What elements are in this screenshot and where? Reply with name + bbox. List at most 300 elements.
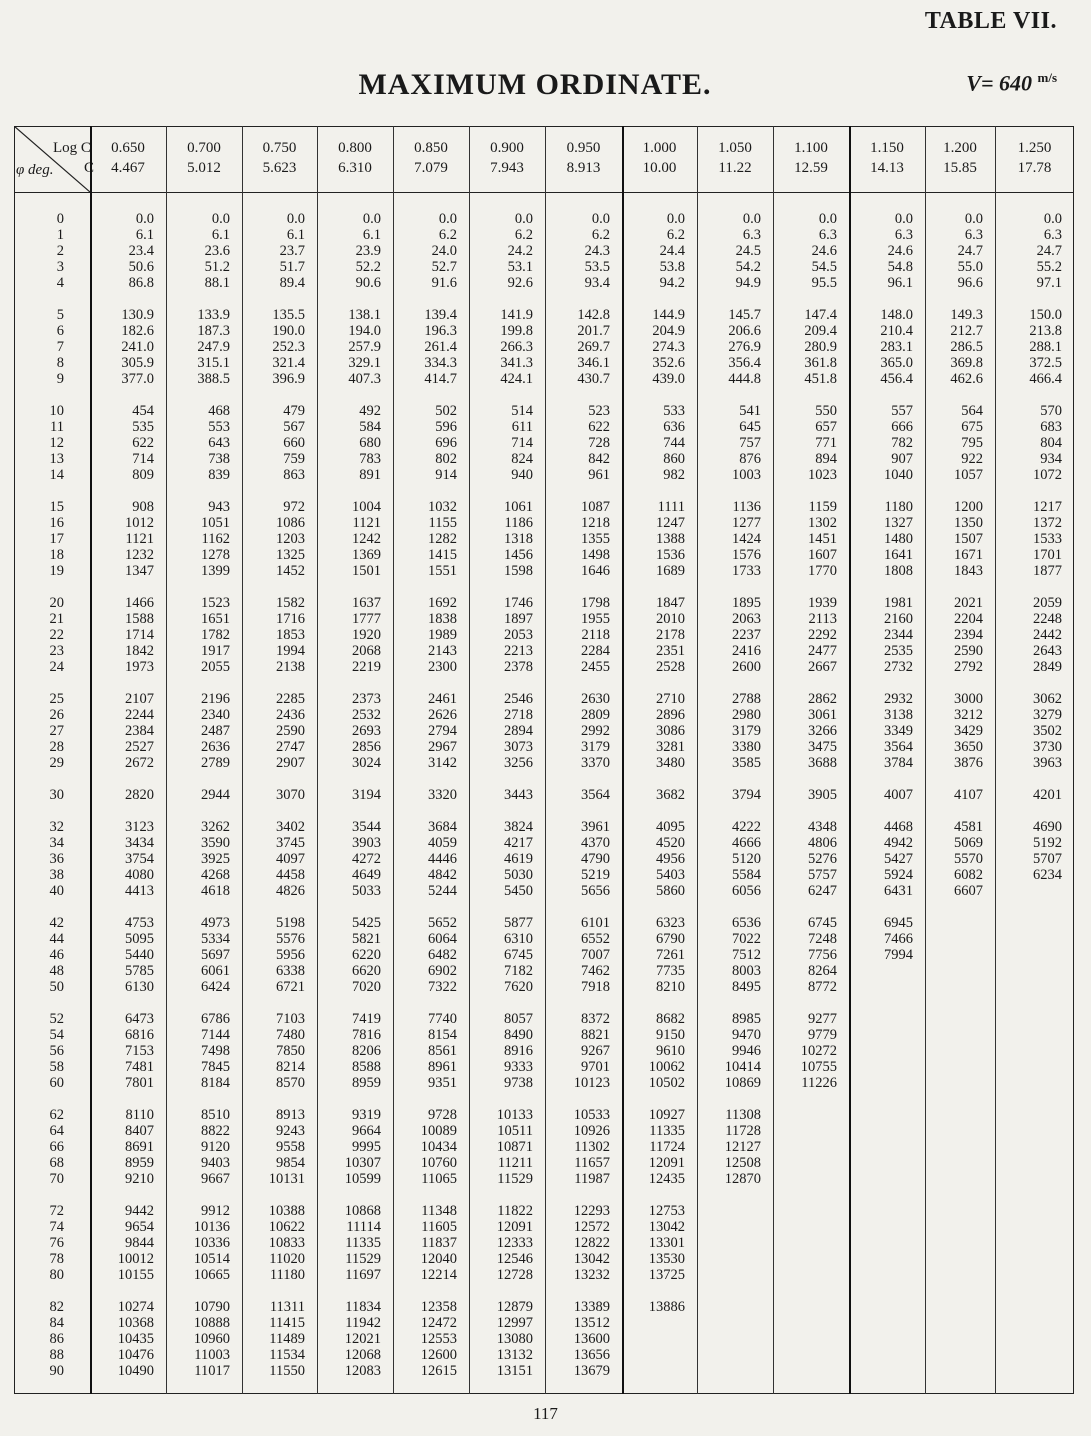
table-cell: 9470 <box>732 1027 761 1043</box>
table-cell: 5652 <box>428 915 457 931</box>
table-cell: 361.8 <box>804 355 837 371</box>
table-cell: 10435 <box>117 1331 154 1347</box>
table-cell: 3262 <box>201 819 230 835</box>
table-cell: 11529 <box>497 1171 533 1187</box>
table-cell: 10665 <box>193 1267 230 1283</box>
table-cell: 1847 <box>656 595 685 611</box>
table-cell: 7816 <box>352 1027 381 1043</box>
table-cell: 7182 <box>504 963 533 979</box>
table-cell: 4097 <box>276 851 305 867</box>
table-cell: 10476 <box>117 1347 154 1363</box>
table-cell: 11724 <box>649 1139 685 1155</box>
table-cell: 55.2 <box>1036 259 1062 275</box>
table-cell: 4217 <box>504 835 533 851</box>
column-header-c: 12.59 <box>794 160 828 176</box>
table-cell: 9995 <box>352 1139 381 1155</box>
table-cell: 2862 <box>808 691 837 707</box>
table-cell: 9912 <box>201 1203 230 1219</box>
table-cell: 2546 <box>504 691 533 707</box>
table-cell: 24.6 <box>887 243 913 259</box>
table-cell: 3650 <box>954 739 983 755</box>
table-cell: 286.5 <box>950 339 983 355</box>
table-cell: 3564 <box>884 739 913 755</box>
table-cell: 1507 <box>954 531 983 547</box>
table-cell: 8110 <box>125 1107 154 1123</box>
table-cell: 12127 <box>724 1139 761 1155</box>
table-cell: 8372 <box>581 1011 610 1027</box>
table-cell: 92.6 <box>507 275 533 291</box>
table-cell: 5192 <box>1033 835 1062 851</box>
table-cell: 6902 <box>428 963 457 979</box>
table-cell: 2967 <box>428 739 457 755</box>
table-cell: 3138 <box>884 707 913 723</box>
table-cell: 9442 <box>125 1203 154 1219</box>
table-cell: 1318 <box>504 531 533 547</box>
table-cell: 269.7 <box>577 339 610 355</box>
table-cell: 1277 <box>732 515 761 531</box>
table-cell: 11605 <box>421 1219 457 1235</box>
table-cell: 13232 <box>573 1267 610 1283</box>
table-cell: 1808 <box>884 563 913 579</box>
table-cell: 266.3 <box>500 339 533 355</box>
table-cell: 11180 <box>269 1267 305 1283</box>
table-cell: 10926 <box>573 1123 610 1139</box>
table-cell: 782 <box>891 435 913 451</box>
table-cell: 3903 <box>352 835 381 851</box>
table-cell: 0.0 <box>894 211 913 227</box>
table-cell: 10502 <box>648 1075 685 1091</box>
table-cell: 4753 <box>125 915 154 931</box>
table-cell: 52.2 <box>355 259 381 275</box>
table-cell: 8821 <box>581 1027 610 1043</box>
table-cell: 4268 <box>201 867 230 883</box>
table-cell: 12091 <box>648 1155 685 1171</box>
angle-cell: 17 <box>49 531 64 547</box>
table-cell: 315.1 <box>197 355 230 371</box>
table-cell: 8959 <box>352 1075 381 1091</box>
table-cell: 596 <box>435 419 457 435</box>
table-cell: 3585 <box>732 755 761 771</box>
angle-cell: 74 <box>49 1219 64 1235</box>
table-cell: 9667 <box>201 1171 230 1187</box>
table-cell: 3754 <box>125 851 154 867</box>
table-cell: 88.1 <box>204 275 230 291</box>
table-cell: 53.5 <box>584 259 610 275</box>
table-cell: 2113 <box>808 611 837 627</box>
table-cell: 2340 <box>201 707 230 723</box>
table-cell: 961 <box>588 467 610 483</box>
table-cell: 4007 <box>884 787 913 803</box>
table-cell: 1939 <box>808 595 837 611</box>
table-cell: 13679 <box>573 1363 610 1379</box>
table-cell: 334.3 <box>424 355 457 371</box>
table-cell: 12753 <box>648 1203 685 1219</box>
table-cell: 11003 <box>194 1347 230 1363</box>
table-cell: 757 <box>739 435 761 451</box>
table-cell: 622 <box>588 419 610 435</box>
angle-cell: 80 <box>49 1267 64 1283</box>
table-cell: 6.1 <box>286 227 305 243</box>
table-cell: 4520 <box>656 835 685 851</box>
table-cell: 0.0 <box>666 211 685 227</box>
table-cell: 5860 <box>656 883 685 899</box>
table-cell: 0.0 <box>591 211 610 227</box>
angle-cell: 19 <box>49 563 64 579</box>
table-cell: 622 <box>132 435 154 451</box>
table-cell: 4956 <box>656 851 685 867</box>
table-cell: 1838 <box>428 611 457 627</box>
table-cell: 804 <box>1040 435 1062 451</box>
table-cell: 23.6 <box>204 243 230 259</box>
column-header-logc: 1.050 <box>718 140 752 156</box>
table-cell: 2063 <box>732 611 761 627</box>
angle-cell: 25 <box>49 691 64 707</box>
table-cell: 1003 <box>732 467 761 483</box>
table-cell: 1087 <box>581 499 610 515</box>
table-cell: 247.9 <box>197 339 230 355</box>
column-rule <box>317 126 318 1394</box>
table-cell: 3544 <box>352 819 381 835</box>
column-header-c: 7.943 <box>490 160 524 176</box>
table-cell: 2461 <box>428 691 457 707</box>
table-cell: 5069 <box>954 835 983 851</box>
table-cell: 7419 <box>352 1011 381 1027</box>
table-cell: 8057 <box>504 1011 533 1027</box>
table-cell: 10888 <box>193 1315 230 1331</box>
table-cell: 0.0 <box>514 211 533 227</box>
table-cell: 1770 <box>808 563 837 579</box>
table-cell: 55.0 <box>957 259 983 275</box>
table-cell: 6.3 <box>742 227 761 243</box>
table-cell: 10760 <box>420 1155 457 1171</box>
table-cell: 2693 <box>352 723 381 739</box>
table-cell: 1782 <box>201 627 230 643</box>
table-cell: 13600 <box>573 1331 610 1347</box>
table-cell: 2107 <box>125 691 154 707</box>
table-cell: 7144 <box>201 1027 230 1043</box>
table-cell: 2710 <box>656 691 685 707</box>
table-cell: 6786 <box>201 1011 230 1027</box>
table-cell: 6.2 <box>591 227 610 243</box>
table-cell: 1051 <box>201 515 230 531</box>
table-cell: 12600 <box>420 1347 457 1363</box>
table-cell: 2292 <box>808 627 837 643</box>
table-cell: 6.2 <box>514 227 533 243</box>
column-header-c: 8.913 <box>566 160 601 176</box>
table-cell: 6234 <box>1033 867 1062 883</box>
table-cell: 876 <box>739 451 761 467</box>
table-cell: 1452 <box>276 563 305 579</box>
table-cell: 86.8 <box>128 275 154 291</box>
table-cell: 462.6 <box>950 371 983 387</box>
table-cell: 550 <box>815 403 837 419</box>
table-cell: 139.4 <box>424 307 457 323</box>
angle-cell: 68 <box>49 1155 64 1171</box>
table-cell: 10136 <box>193 1219 230 1235</box>
table-cell: 9403 <box>201 1155 230 1171</box>
table-cell: 5244 <box>428 883 457 899</box>
table-cell: 1282 <box>428 531 457 547</box>
table-cell: 2600 <box>732 659 761 675</box>
table-cell: 759 <box>283 451 305 467</box>
table-cell: 94.9 <box>735 275 761 291</box>
table-cell: 7153 <box>125 1043 154 1059</box>
table-cell: 24.3 <box>584 243 610 259</box>
table-cell: 728 <box>588 435 610 451</box>
table-cell: 53.1 <box>507 259 533 275</box>
table-cell: 2285 <box>276 691 305 707</box>
table-cell: 982 <box>663 467 685 483</box>
table-cell: 3429 <box>954 723 983 739</box>
table-cell: 142.8 <box>577 307 610 323</box>
table-cell: 9267 <box>581 1043 610 1059</box>
table-cell: 1004 <box>352 499 381 515</box>
velocity-prefix: V= 640 <box>966 70 1038 96</box>
table-cell: 9779 <box>808 1027 837 1043</box>
table-cell: 2809 <box>581 707 610 723</box>
table-cell: 5785 <box>125 963 154 979</box>
table-cell: 10414 <box>724 1059 761 1075</box>
table-cell: 11837 <box>421 1235 457 1251</box>
table-cell: 10960 <box>193 1331 230 1347</box>
table-cell: 6.2 <box>666 227 685 243</box>
angle-cell: 64 <box>49 1123 64 1139</box>
table-cell: 5757 <box>808 867 837 883</box>
table-cell: 13389 <box>573 1299 610 1315</box>
table-cell: 6745 <box>504 947 533 963</box>
table-cell: 2213 <box>504 643 533 659</box>
table-cell: 2160 <box>884 611 913 627</box>
column-header-c: 15.85 <box>943 160 977 176</box>
table-cell: 9319 <box>352 1107 381 1123</box>
table-cell: 479 <box>283 403 305 419</box>
table-cell: 11697 <box>345 1267 381 1283</box>
table-cell: 6130 <box>125 979 154 995</box>
table-cell: 10388 <box>268 1203 305 1219</box>
table-cell: 407.3 <box>348 371 381 387</box>
table-cell: 468 <box>208 403 230 419</box>
table-cell: 7261 <box>656 947 685 963</box>
table-cell: 11415 <box>269 1315 305 1331</box>
table-cell: 940 <box>511 467 533 483</box>
table-cell: 10833 <box>268 1235 305 1251</box>
table-cell: 2487 <box>201 723 230 739</box>
table-cell: 352.6 <box>652 355 685 371</box>
table-cell: 1689 <box>656 563 685 579</box>
table-cell: 6310 <box>504 931 533 947</box>
table-cell: 1714 <box>125 627 154 643</box>
table-cell: 5584 <box>732 867 761 883</box>
table-cell: 7466 <box>884 931 913 947</box>
table-cell: 1278 <box>201 547 230 563</box>
column-header-logc: 0.950 <box>566 140 601 156</box>
table-cell: 7498 <box>201 1043 230 1059</box>
table-cell: 12728 <box>496 1267 533 1283</box>
table-cell: 3266 <box>808 723 837 739</box>
table-cell: 1551 <box>428 563 457 579</box>
table-cell: 96.1 <box>887 275 913 291</box>
table-cell: 2373 <box>352 691 381 707</box>
table-cell: 12508 <box>724 1155 761 1171</box>
table-cell: 2384 <box>125 723 154 739</box>
table-cell: 252.3 <box>272 339 305 355</box>
table-cell: 1218 <box>581 515 610 531</box>
table-cell: 567 <box>283 419 305 435</box>
angle-cell: 82 <box>49 1299 64 1315</box>
table-cell: 10790 <box>193 1299 230 1315</box>
table-cell: 147.4 <box>804 307 837 323</box>
table-cell: 8206 <box>352 1043 381 1059</box>
table-cell: 6431 <box>884 883 913 899</box>
table-cell: 7462 <box>581 963 610 979</box>
table-cell: 3688 <box>808 755 837 771</box>
table-cell: 2021 <box>954 595 983 611</box>
column-header-c: 11.22 <box>718 160 752 176</box>
table-cell: 10131 <box>268 1171 305 1187</box>
angle-cell: 4 <box>56 275 64 291</box>
table-cell: 4618 <box>201 883 230 899</box>
table-cell: 1746 <box>504 595 533 611</box>
table-cell: 11942 <box>345 1315 381 1331</box>
table-cell: 13151 <box>496 1363 533 1379</box>
table-cell: 466.4 <box>1029 371 1062 387</box>
table-cell: 3062 <box>1033 691 1062 707</box>
table-cell: 11987 <box>574 1171 610 1187</box>
table-cell: 396.9 <box>272 371 305 387</box>
table-cell: 90.6 <box>355 275 381 291</box>
table-cell: 4690 <box>1033 819 1062 835</box>
table-cell: 1576 <box>732 547 761 563</box>
table-cell: 645 <box>739 419 761 435</box>
column-rule <box>773 126 774 1394</box>
table-cell: 3684 <box>428 819 457 835</box>
table-cell: 10089 <box>420 1123 457 1139</box>
table-cell: 2718 <box>504 707 533 723</box>
table-cell: 1327 <box>884 515 913 531</box>
table-cell: 454 <box>132 403 154 419</box>
table-cell: 365.0 <box>880 355 913 371</box>
table-cell: 4649 <box>352 867 381 883</box>
angle-cell: 52 <box>49 1011 64 1027</box>
table-cell: 130.9 <box>121 307 154 323</box>
table-cell: 6552 <box>581 931 610 947</box>
page-title: MAXIMUM ORDINATE. <box>358 68 712 101</box>
angle-cell: 66 <box>49 1139 64 1155</box>
table-cell: 135.5 <box>272 307 305 323</box>
table-cell: 0.0 <box>1043 211 1062 227</box>
table-cell: 2416 <box>732 643 761 659</box>
table-cell: 2636 <box>201 739 230 755</box>
table-cell: 1032 <box>428 499 457 515</box>
table-cell: 9728 <box>428 1107 457 1123</box>
column-header-c: 14.13 <box>870 160 904 176</box>
table-cell: 13042 <box>648 1219 685 1235</box>
table-cell: 6607 <box>954 883 983 899</box>
column-header-logc: 0.650 <box>111 140 145 156</box>
table-cell: 12214 <box>420 1267 457 1283</box>
table-cell: 196.3 <box>424 323 457 339</box>
table-cell: 11834 <box>345 1299 381 1315</box>
table-cell: 8184 <box>201 1075 230 1091</box>
table-cell: 3475 <box>808 739 837 755</box>
table-cell: 10272 <box>800 1043 837 1059</box>
table-cell: 0.0 <box>362 211 381 227</box>
table-cell: 1733 <box>732 563 761 579</box>
table-cell: 2055 <box>201 659 230 675</box>
table-cell: 276.9 <box>728 339 761 355</box>
table-cell: 8407 <box>125 1123 154 1139</box>
angle-cell: 44 <box>49 931 64 947</box>
table-cell: 6721 <box>276 979 305 995</box>
table-cell: 5821 <box>352 931 381 947</box>
table-cell: 12472 <box>420 1315 457 1331</box>
table-cell: 584 <box>359 419 381 435</box>
table-cell: 4080 <box>125 867 154 883</box>
table-cell: 1716 <box>276 611 305 627</box>
table-cell: 346.1 <box>577 355 610 371</box>
angle-cell: 11 <box>50 419 64 435</box>
table-cell: 4413 <box>125 883 154 899</box>
angle-cell: 30 <box>49 787 64 803</box>
table-cell: 12358 <box>420 1299 457 1315</box>
table-cell: 1466 <box>125 595 154 611</box>
table-cell: 9277 <box>808 1011 837 1027</box>
table-cell: 6338 <box>276 963 305 979</box>
table-cell: 2118 <box>581 627 610 643</box>
table-cell: 212.7 <box>950 323 983 339</box>
table-cell: 8210 <box>656 979 685 995</box>
table-cell: 54.8 <box>887 259 913 275</box>
table-cell: 377.0 <box>121 371 154 387</box>
table-cell: 23.7 <box>279 243 305 259</box>
table-cell: 261.4 <box>424 339 457 355</box>
table-cell: 12870 <box>724 1171 761 1187</box>
table-cell: 451.8 <box>804 371 837 387</box>
table-cell: 9120 <box>201 1139 230 1155</box>
table-cell: 891 <box>359 467 381 483</box>
table-cell: 4222 <box>732 819 761 835</box>
table-cell: 3443 <box>504 787 533 803</box>
table-cell: 9351 <box>428 1075 457 1091</box>
header-divider <box>14 192 1074 193</box>
table-cell: 802 <box>435 451 457 467</box>
column-header-c: 5.623 <box>262 160 297 176</box>
table-cell: 809 <box>132 467 154 483</box>
table-cell: 3564 <box>581 787 610 803</box>
angle-cell: 72 <box>49 1203 64 1219</box>
table-cell: 5427 <box>884 851 913 867</box>
table-cell: 12091 <box>496 1219 533 1235</box>
table-cell: 13886 <box>648 1299 685 1315</box>
table-cell: 444.8 <box>728 371 761 387</box>
table-cell: 93.4 <box>584 275 610 291</box>
table-cell: 9210 <box>125 1171 154 1187</box>
table-cell: 190.0 <box>272 323 305 339</box>
table-cell: 5095 <box>125 931 154 947</box>
angle-cell: 86 <box>49 1331 64 1347</box>
table-cell: 2528 <box>656 659 685 675</box>
table-cell: 6220 <box>352 947 381 963</box>
table-cell: 0.0 <box>135 211 154 227</box>
table-cell: 11822 <box>497 1203 533 1219</box>
angle-cell: 76 <box>49 1235 64 1251</box>
table-cell: 414.7 <box>424 371 457 387</box>
table-cell: 6082 <box>954 867 983 883</box>
table-cell: 13530 <box>648 1251 685 1267</box>
table-cell: 53.8 <box>659 259 685 275</box>
table-cell: 2590 <box>954 643 983 659</box>
table-cell: 6.3 <box>1043 227 1062 243</box>
